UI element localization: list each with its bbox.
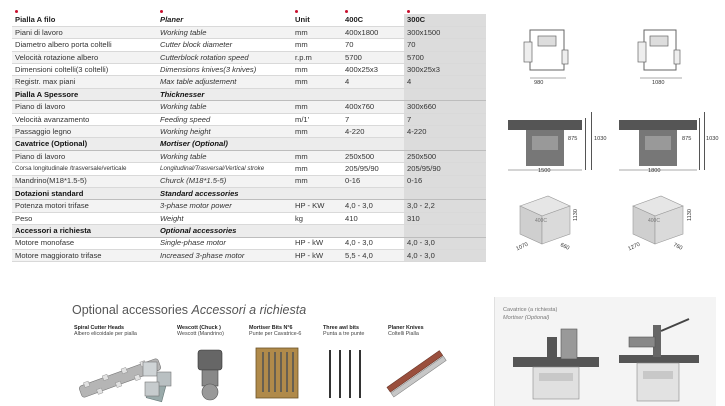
header-dot-2 [160, 10, 163, 13]
cell-en: Single-phase motor [157, 237, 292, 249]
table-header-row [12, 14, 486, 26]
box-left-d2: 660 [559, 242, 571, 252]
cell-unit: kg [292, 212, 342, 224]
accessory-label-it: Albero elicoidale per pialla [74, 331, 137, 338]
cell-unit [292, 138, 342, 150]
cell-unit: mm [292, 64, 342, 76]
header-dot-5 [407, 10, 410, 13]
cell-it: Dimensioni coltelli(3 coltelli) [12, 64, 157, 76]
cell-en: Thicknesser [157, 88, 292, 100]
accessories-title-it: Accessori a richiesta [191, 303, 307, 317]
accessory-planer-knives [388, 325, 424, 337]
cell-it: Piano di lavoro [12, 150, 157, 162]
accessories-title [72, 303, 306, 317]
cell-m300: 4,0 - 3,0 [404, 237, 486, 249]
cell-m400 [342, 225, 404, 237]
table-row [12, 212, 486, 224]
accessory-wescott-chuck [177, 325, 224, 337]
table-section-row [12, 187, 486, 199]
cell-unit: r.p.m [292, 51, 342, 63]
cell-it: Potenza motori trifase [12, 200, 157, 212]
cell-m300: 4,0 - 3,0 [404, 249, 486, 261]
dim-mid-right-h1: 875 [682, 136, 692, 142]
cell-unit: mm [292, 39, 342, 51]
planer-400c-plan-drawing [518, 20, 580, 80]
cell-en: Feeding speed [157, 113, 292, 125]
cell-m400: 205/95/90 [342, 163, 404, 175]
cell-en: Churck (M18*1.5-5) [157, 175, 292, 187]
cell-m300 [404, 187, 486, 199]
cell-m300: 4-220 [404, 126, 486, 138]
cell-en: Cutter block diameter [157, 39, 292, 51]
cell-m300: 300x1500 [404, 26, 486, 38]
cell-m300: 3,0 - 2,2 [404, 200, 486, 212]
accessory-label-en: Planer Knives [388, 325, 424, 331]
planer-300c-elevation-drawing [617, 110, 707, 172]
dim-line-mid-left-2 [591, 112, 592, 170]
cell-unit [292, 225, 342, 237]
header-dot-1 [15, 10, 18, 13]
header-300c: 300C [404, 14, 486, 26]
cell-m300: 300x660 [404, 101, 486, 113]
cell-m400: 410 [342, 212, 404, 224]
cell-it: Passaggio legno [12, 126, 157, 138]
cell-m300 [404, 138, 486, 150]
box-right-label: 400C [648, 218, 660, 224]
cell-m400: 5,5 - 4,0 [342, 249, 404, 261]
cell-unit: mm [292, 76, 342, 88]
table-row [12, 113, 486, 125]
cell-it: Velocità rotazione albero [12, 51, 157, 63]
cell-it: Piani di lavoro [12, 26, 157, 38]
spec-table-body [12, 14, 486, 262]
cell-en: Increased 3-phase motor [157, 249, 292, 261]
dim-mid-right-width: 1800 [648, 168, 661, 174]
table-row [12, 76, 486, 88]
cell-en: Cutterblock rotation speed [157, 51, 292, 63]
table-row [12, 175, 486, 187]
table-section-row [12, 138, 486, 150]
table-row [12, 249, 486, 261]
dim-mid-left-width: 1500 [538, 168, 551, 174]
table-row [12, 39, 486, 51]
box-right-h: 1130 [687, 208, 694, 222]
cell-it: Velocità avanzamento [12, 113, 157, 125]
cell-en: Working height [157, 126, 292, 138]
cell-m400: 4-220 [342, 126, 404, 138]
cell-m400: 4,0 - 3,0 [342, 200, 404, 212]
wescott-chuck-image [186, 346, 236, 402]
header-dot-3 [295, 10, 298, 13]
table-row [12, 51, 486, 63]
cell-it: Motore maggiorato trifase [12, 249, 157, 261]
cell-unit: mm [292, 163, 342, 175]
cell-unit: HP - kW [292, 237, 342, 249]
cell-it: Cavatrice (Optional) [12, 138, 157, 150]
cell-unit: mm [292, 150, 342, 162]
table-row [12, 200, 486, 212]
accessory-mortiser-bits [249, 325, 301, 337]
cell-en: 3-phase motor power [157, 200, 292, 212]
cell-en: Max table adjustement [157, 76, 292, 88]
table-row [12, 64, 486, 76]
box-left-d1: 1070 [515, 241, 530, 253]
cell-en: Working table [157, 101, 292, 113]
cell-unit: mm [292, 101, 342, 113]
cell-m300: 70 [404, 39, 486, 51]
cell-m300: 5700 [404, 51, 486, 63]
cell-m400: 7 [342, 113, 404, 125]
mortiser-panel [494, 297, 716, 406]
cell-m400 [342, 88, 404, 100]
box-left-h: 1130 [573, 208, 580, 222]
cell-m300: 4 [404, 76, 486, 88]
cell-m400: 4,0 - 3,0 [342, 237, 404, 249]
cell-it: Diametro albero porta coltelli [12, 39, 157, 51]
dim-mid-left-h1: 875 [568, 136, 578, 142]
table-section-row [12, 225, 486, 237]
cell-m300: 0-16 [404, 175, 486, 187]
table-section-row [12, 88, 486, 100]
planer-300c-plan-drawing [630, 20, 692, 80]
cell-m400: 400x25x3 [342, 64, 404, 76]
cell-en: Dimensions knives(3 knives) [157, 64, 292, 76]
table-row [12, 163, 486, 175]
planer-knives-image [380, 342, 452, 404]
table-row [12, 237, 486, 249]
mortiser-label-en: Mortiser (Optional) [503, 315, 550, 321]
cell-unit [292, 187, 342, 199]
cell-en: Longitudinal/Trasversal/Vertical stroke [157, 163, 292, 175]
cell-it: Mandrino(M18*1.5-5) [12, 175, 157, 187]
cell-unit: mm [292, 26, 342, 38]
accessory-label-en: Three awl bits [323, 325, 359, 331]
header-italian: Pialla A filo [12, 14, 157, 26]
accessory-label-it: Punta a tre punte [323, 331, 365, 338]
cell-it: Dotazioni standard [12, 187, 157, 199]
mortiser-label-it: Cavatrice (a richiesta) [503, 307, 558, 313]
dim-mid-right-h2: 1030 [706, 136, 719, 142]
cell-m400: 250x500 [342, 150, 404, 162]
dim-line-mid-right-1 [699, 118, 700, 170]
box-right-d2: 760 [672, 242, 684, 252]
cell-en: Weight [157, 212, 292, 224]
cell-unit: HP - kW [292, 249, 342, 261]
box-left-label: 400C [535, 218, 547, 224]
cell-unit: mm [292, 126, 342, 138]
cell-unit [292, 88, 342, 100]
accessory-label-it: Wescott (Mandrino) [177, 331, 224, 338]
cell-m400 [342, 187, 404, 199]
table-row [12, 101, 486, 113]
header-400c: 400C [342, 14, 404, 26]
cell-it: Pialla A Spessore [12, 88, 157, 100]
cell-m300: 310 [404, 212, 486, 224]
accessory-spiral-cutter [74, 325, 137, 337]
cell-m300: 250x500 [404, 150, 486, 162]
cell-unit: mm [292, 175, 342, 187]
cell-it: Piano di lavoro [12, 101, 157, 113]
cell-it: Accessori a richiesta [12, 225, 157, 237]
inserts-image [140, 358, 174, 402]
dim-mid-left-h2: 1030 [594, 136, 607, 142]
accessory-label-it: Punte per Cavatrice-6 [249, 331, 302, 338]
mortiser-bits-image [254, 346, 300, 402]
accessory-label-en: Wescott (Chuck ) [177, 325, 221, 331]
table-row [12, 150, 486, 162]
table-row [12, 126, 486, 138]
cell-m300: 205/95/90 [404, 163, 486, 175]
mortiser-machine-image [503, 317, 713, 405]
dim-top-right-width: 1080 [652, 80, 665, 86]
cell-unit: m/1' [292, 113, 342, 125]
cell-en: Working table [157, 150, 292, 162]
cell-it: Corsa longitudinale /trasversale/verticale [12, 163, 157, 175]
header-english: Planer [157, 14, 292, 26]
accessory-label-en: Mortiser Bits N°6 [249, 325, 293, 331]
cell-m400 [342, 138, 404, 150]
box-right-d1: 1270 [627, 241, 642, 253]
accessories-title-en: Optional accessories [72, 303, 189, 317]
cell-it: Registr. max piani [12, 76, 157, 88]
cell-m300 [404, 88, 486, 100]
cell-m400: 0-16 [342, 175, 404, 187]
cell-it: Motore monofase [12, 237, 157, 249]
cell-unit: HP - KW [292, 200, 342, 212]
cell-m400: 400x1800 [342, 26, 404, 38]
cell-m300 [404, 225, 486, 237]
header-dot-4 [345, 10, 348, 13]
table-row [12, 26, 486, 38]
cell-m300: 7 [404, 113, 486, 125]
accessory-three-awl-bits [323, 325, 364, 337]
cell-m400: 70 [342, 39, 404, 51]
cell-en: Optional accessories [157, 225, 292, 237]
cell-m400: 4 [342, 76, 404, 88]
accessory-label-it: Coltelli Pialla [388, 331, 419, 338]
dim-line-mid-left-1 [585, 118, 586, 170]
spec-table [12, 14, 486, 262]
dim-line-mid-right-2 [704, 112, 705, 170]
accessory-label-en: Spiral Cutter Heads [74, 325, 125, 331]
cell-m300: 300x25x3 [404, 64, 486, 76]
cell-en: Mortiser (Optional) [157, 138, 292, 150]
cell-en: Working table [157, 26, 292, 38]
cell-m400: 400x760 [342, 101, 404, 113]
dim-top-left-width: 980 [534, 80, 544, 86]
cell-it: Peso [12, 212, 157, 224]
cell-en: Standard accessories [157, 187, 292, 199]
cell-m400: 5700 [342, 51, 404, 63]
three-awl-bits-image [320, 346, 370, 402]
header-unit: Unit [292, 14, 342, 26]
